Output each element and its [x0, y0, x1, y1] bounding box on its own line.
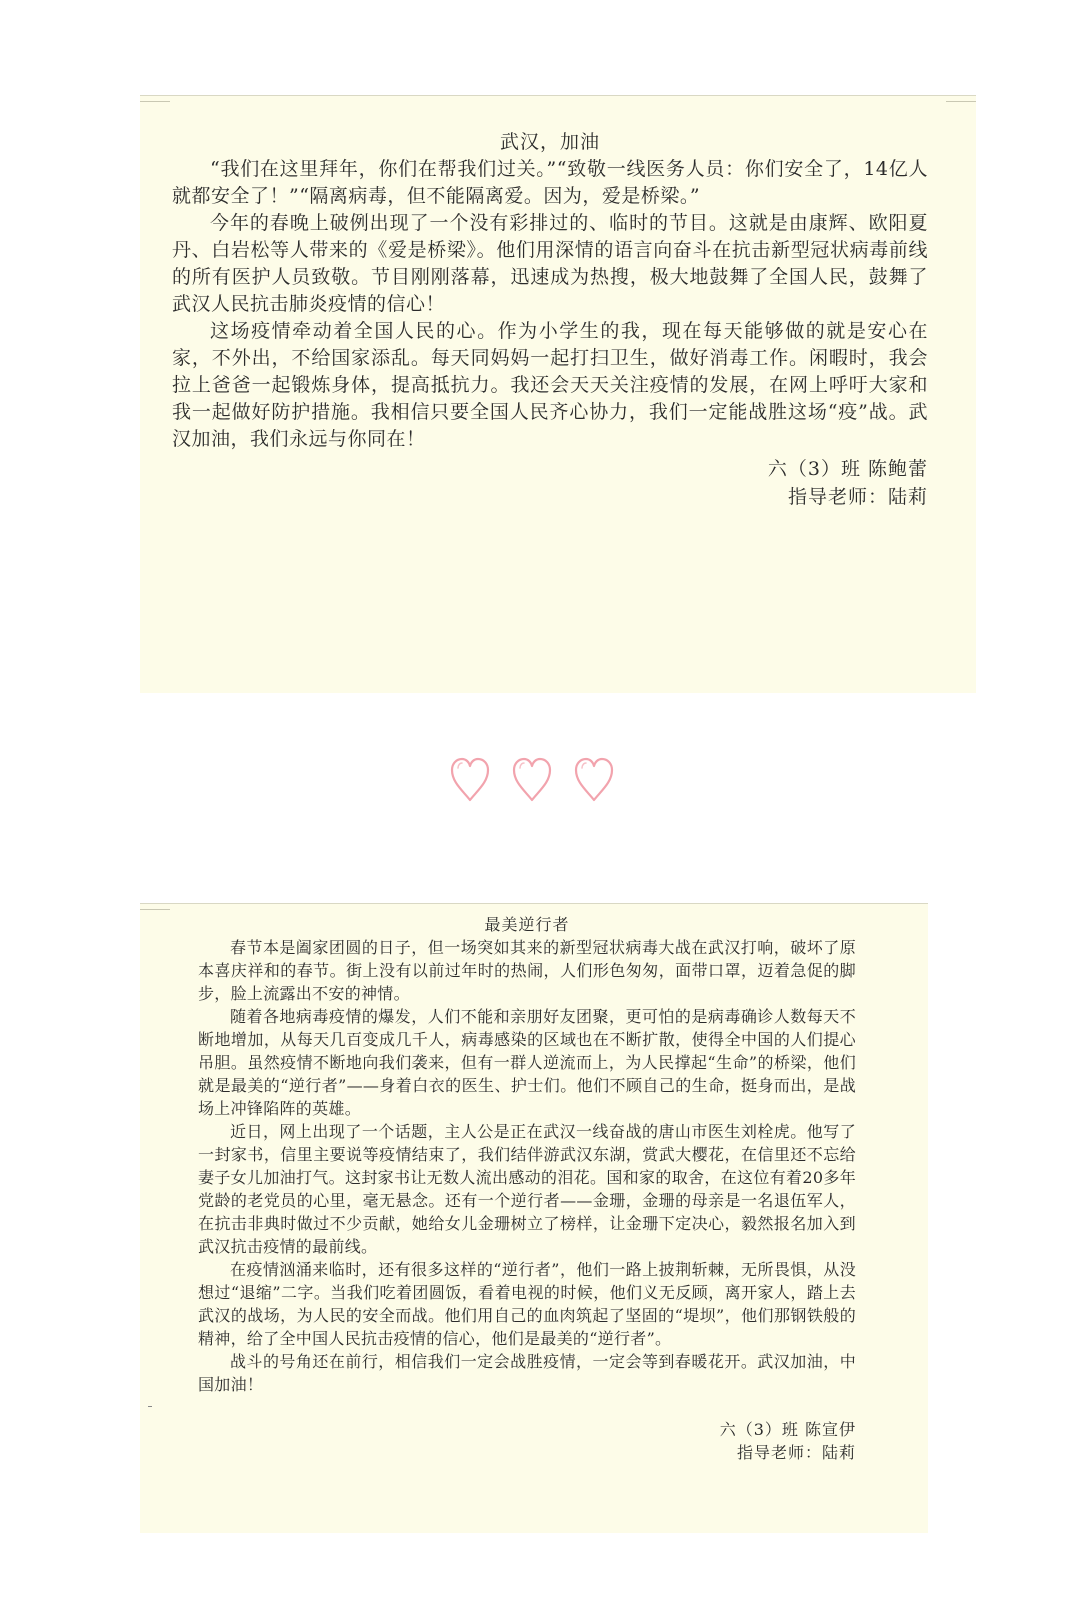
hearts-decoration [448, 756, 628, 816]
essay-title: 最美逆行者 [484, 915, 570, 934]
author-line: 六（3）班 陈鲍蕾 [767, 458, 928, 480]
margin-mark [148, 1406, 152, 1407]
heart-outline-icon [510, 756, 554, 804]
essay-paragraph: 随着各地病毒疫情的爆发，人们不能和亲朋好友团聚，更可怕的是病毒确诊人数每天不断地增加，从每天几百变成几千人，病毒感染的区域也在不断扩散，使得全中国的人们提心吊胆。虽然疫情不断地向我们袭来，但有一群人逆流而上，为人民撑起“生命”的桥梁，他们就是最美的“逆行者”——身着白衣的医生、护士们。他们不顾自己的生命，挺身而出，是战场上冲锋陷阵的英雄。 [198, 1007, 856, 1118]
page-corner-mark-right [946, 101, 976, 102]
essay-page-2 [140, 903, 928, 1533]
teacher-line: 指导老师：陆莉 [736, 1443, 856, 1462]
page-top-rule [140, 95, 976, 96]
page-top-rule [140, 903, 928, 904]
essay-paragraph: 在疫情汹涌来临时，还有很多这样的“逆行者”，他们一路上披荆斩棘，无所畏惧，从没想过“退缩”二字。当我们吃着团圆饭，看着电视的时候，他们义无反顾，离开家人，踏上去武汉的战场，为人民的安全而战。他们用自己的血肉筑起了坚固的“堤坝”，他们那钢铁般的精神，给了全中国人民抗击疫情的信心，他们是最美的“逆行者”。 [198, 1260, 856, 1348]
essay-paragraph: 今年的春晚上破例出现了一个没有彩排过的、临时的节目。这就是由康辉、欧阳夏丹、白岩松等人带来的《爱是桥梁》。他们用深情的语言向奋斗在抗击新型冠状病毒前线的所有医护人员致敬。节目刚刚落幕，迅速成为热搜，极大地鼓舞了全国人民，鼓舞了武汉人民抗击肺炎疫情的信心！ [172, 212, 928, 315]
page-corner-mark-left [140, 909, 170, 910]
essay-paragraph: 这场疫情牵动着全国人民的心。作为小学生的我，现在每天能够做的就是安心在家，不外出，不给国家添乱。每天同妈妈一起打扫卫生，做好消毒工作。闲暇时，我会拉上爸爸一起锻炼身体，提高抵抗力。我还会天天关注疫情的发展，在网上呼吁大家和我一起做好防护措施。我相信只要全国人民齐心协力，我们一定能战胜这场“疫”战。武汉加油，我们永远与你同在！ [172, 320, 928, 450]
essay-paragraph: 战斗的号角还在前行，相信我们一定会战胜疫情，一定会等到春暖花开。武汉加油，中国加油！ [198, 1352, 856, 1394]
heart-outline-icon [572, 756, 616, 804]
essay-title: 武汉，加油 [499, 131, 600, 153]
teacher-line: 指导老师：陆莉 [787, 486, 928, 508]
essay-paragraph: “我们在这里拜年，你们在帮我们过关。”“致敬一线医务人员：你们安全了，14亿人就都安全了！”“隔离病毒，但不能隔离爱。因为，爱是桥梁。” [172, 158, 928, 207]
essay-paragraph: 近日，网上出现了一个话题，主人公是正在武汉一线奋战的唐山市医生刘栓虎。他写了一封家书，信里主要说等疫情结束了，我们结伴游武汉东湖，赏武大樱花，在信里还不忘给妻子女儿加油打气。这封家书让无数人流出感动的泪花。国和家的取舍，在这位有着20多年党龄的老党员的心里，毫无悬念。还有一个逆行者——金珊，金珊的母亲是一名退伍军人，在抗击非典时做过不少贡献，她给女儿金珊树立了榜样，让金珊下定决心，毅然报名加入到武汉抗击疫情的最前线。 [198, 1122, 856, 1256]
essay-page-1 [140, 95, 976, 693]
signature-block [198, 1418, 856, 1464]
page-corner-mark-left [140, 101, 170, 102]
essay-paragraph: 春节本是阖家团圆的日子，但一场突如其来的新型冠状病毒大战在武汉打响，破坏了原本喜庆祥和的春节。街上没有以前过年时的热闹，人们形色匆匆，面带口罩，迈着急促的脚步，脸上流露出不安的神情。 [198, 938, 856, 1003]
heart-outline-icon [448, 756, 492, 804]
author-line: 六（3）班 陈宣伊 [719, 1420, 856, 1439]
